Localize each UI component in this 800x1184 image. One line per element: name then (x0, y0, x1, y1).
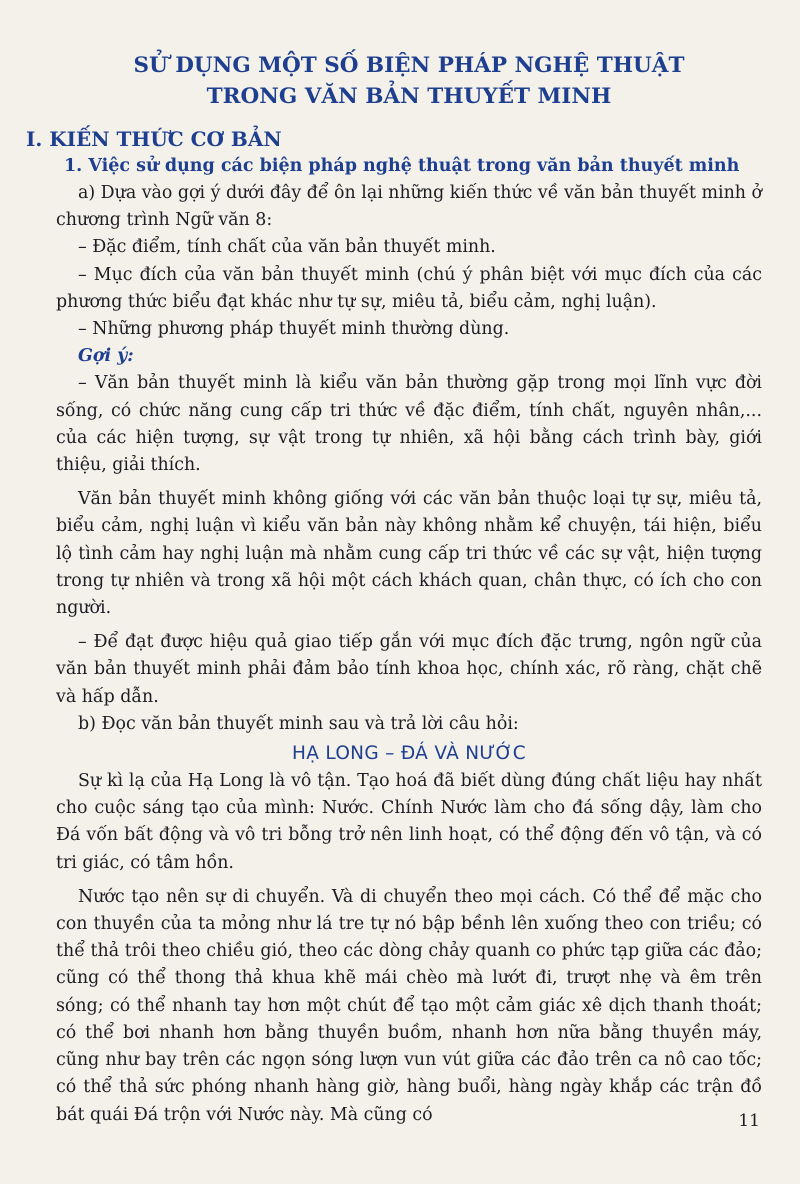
paragraph-hint-label (56, 343, 762, 370)
paragraph-hint-1: – Văn bản thuyết minh là kiểu văn bản thường gặp trong mọi lĩnh vực đời sống, có chức năng cung cấp tri thức về đặc điểm, tính chất, nguyên nhân,... của các hiện tượng, sự vật trong tự nhiên, xã hội bằng cách trình bày, giới thiệu, giải thích. (56, 373, 762, 476)
page-number: 11 (738, 1111, 760, 1131)
paragraph-hint-2: Văn bản thuyết minh không giống với các văn bản thuộc loại tự sự, miêu tả, biểu cảm, nghị luận vì kiểu văn bản này không nhằm kể chuyện, tái hiện, biểu lộ tình cảm hay nghị luận mà nhằm cung cấp tri thức về các sự vật, hiện tượng trong tự nhiên và trong xã hội một cách khách quan, chân thực, có ích cho con người. (56, 489, 762, 619)
paragraph-bullet-characteristics: – Đặc điểm, tính chất của văn bản thuyết minh. (78, 237, 496, 258)
hint-label: Gợi ý: (78, 346, 134, 367)
subsection-heading: 1. Việc sử dụng các biện pháp nghệ thuật trong văn bản thuyết minh (64, 156, 740, 176)
reading-title: HẠ LONG – ĐÁ VÀ NƯỚC (292, 743, 526, 765)
paragraph-bullet-methods: – Những phương pháp thuyết minh thường dùng. (78, 319, 510, 340)
body-text (56, 180, 762, 1129)
paragraph-a-intro: a) Dựa vào gợi ý dưới đây để ôn lại những kiến thức về văn bản thuyết minh ở chương trình Ngữ văn 8: (56, 183, 763, 231)
paragraph-reading-1: Sự kì lạ của Hạ Long là vô tận. Tạo hoá đã biết dùng đúng chất liệu hay nhất cho cuộc sáng tạo của mình: Nước. Chính Nước làm cho đá sống dậy, làm cho Đá vốn bất động và vô tri bỗng trở nên linh hoạt, có thể động đến vô tận, và có tri giác, có tâm hồn. (56, 771, 762, 873)
paragraph-hint-3: – Để đạt được hiệu quả giao tiếp gắn với mục đích đặc trưng, ngôn ngữ của văn bản thuyết minh phải đảm bảo tính khoa học, chính xác, rõ ràng, chặt chẽ và hấp dẫn. (56, 632, 762, 707)
paragraph-b-intro: b) Đọc văn bản thuyết minh sau và trả lời câu hỏi: (78, 713, 519, 734)
page-title-line-1: SỬ DỤNG MỘT SỐ BIỆN PHÁP NGHỆ THUẬT (133, 53, 685, 78)
page-title (56, 50, 762, 112)
section-heading: I. KIẾN THỨC CƠ BẢN (26, 127, 282, 151)
page-title-line-2: TRONG VĂN BẢN THUYẾT MINH (206, 84, 612, 109)
paragraph-bullet-purpose: – Mục đích của văn bản thuyết minh (chú ý phân biệt với mục đích của các phương thức biểu đạt khác như tự sự, miêu tả, biểu cảm, nghị luận). (56, 264, 762, 312)
paragraph-reading-2: Nước tạo nên sự di chuyển. Và di chuyển theo mọi cách. Có thể để mặc cho con thuyền của ta mỏng như lá tre tự nó bập bềnh lên xuống theo con triều; có thể thả trôi theo chiều gió, theo các dòng chảy quanh co phức tạp giữa các đảo; cũng có thể thong thả khua khẽ mái chèo mà lướt đi, trượt nhẹ và êm trên sóng; có thể nhanh tay hơn một chút để tạo một cảm giác xê dịch thanh thoát; có thể bơi nhanh hơn bằng thuyền buồm, nhanh hơn nữa bằng thuyền máy, cũng như bay trên các ngọn sóng lượn vun vút giữa các đảo trên ca nô cao tốc; có thể thả sức phóng nhanh hàng giờ, hàng buổi, hàng ngày khắp các trận đồ bát quái Đá trộn với Nước này. Mà cũng có (56, 886, 762, 1125)
